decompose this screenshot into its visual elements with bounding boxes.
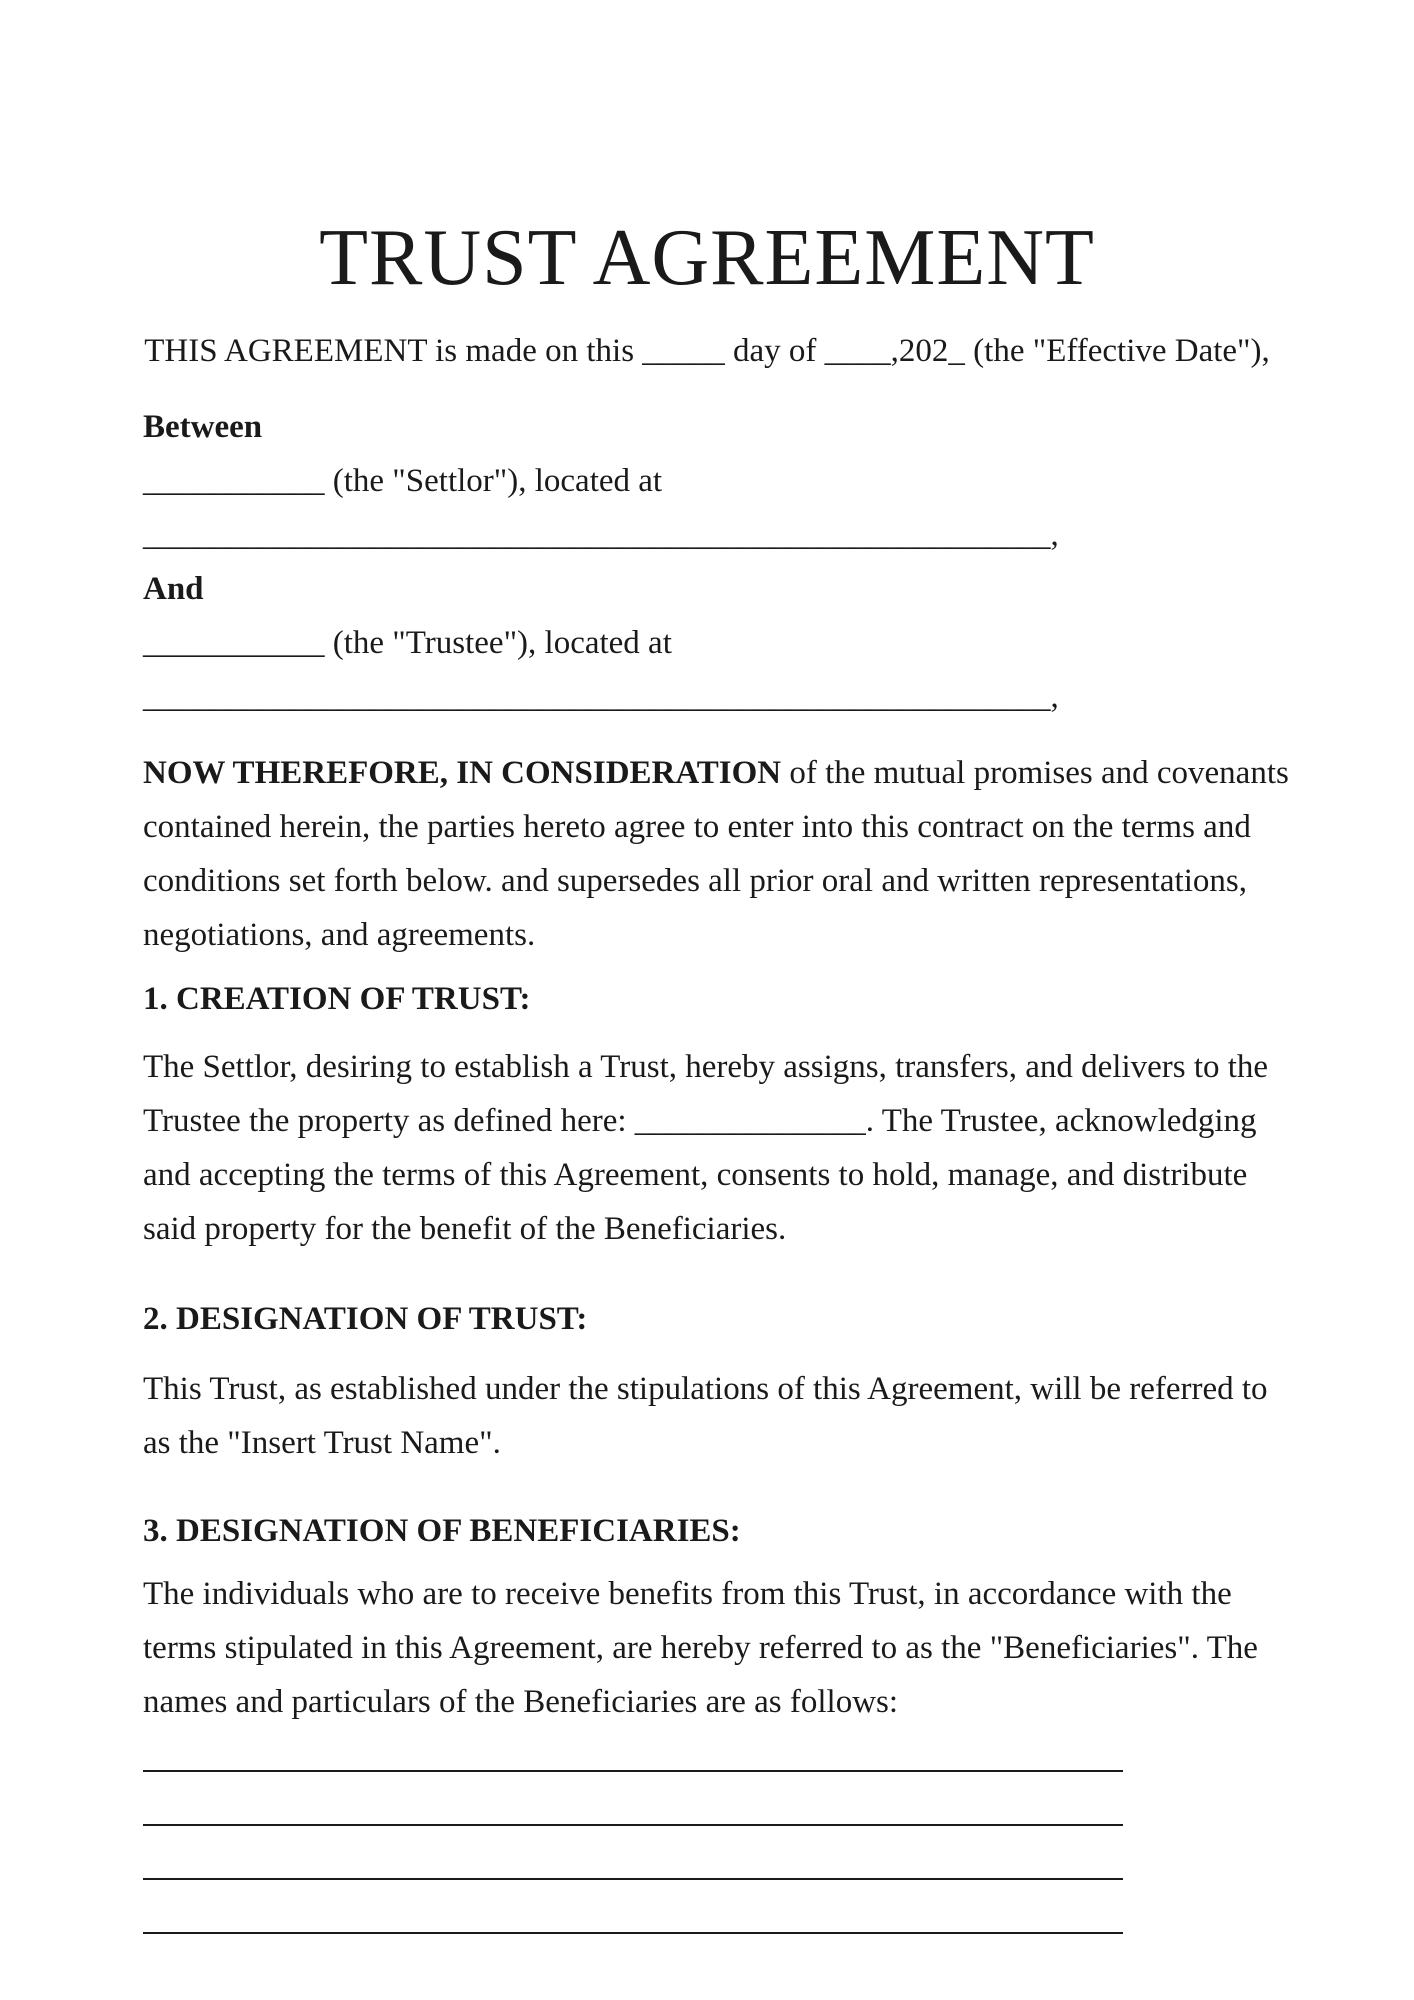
document-title: TRUST AGREEMENT [319,214,1095,302]
beneficiary-blank-line [143,1878,1123,1880]
section-2 [143,1292,1303,1346]
section-heading: 3. DESIGNATION OF BENEFICIARIES: [143,1513,741,1549]
section-2-body [143,1362,1303,1470]
section-3 [143,1504,1303,1558]
section-3-body [143,1567,1303,1729]
settlor-line: ___________ (the "Settlor"), located at [143,463,663,499]
beneficiary-blank-line [143,1770,1123,1772]
between-label: Between [143,409,263,445]
section-text: This Trust, as established under the stipulations of this Agreement, will be referred to as the "Insert Trust Name". [143,1371,1268,1461]
section-1 [143,972,1303,1026]
section-text: The Settlor, desiring to establish a Trust, hereby assigns, transfers, and delivers to the Trustee the property as defined here: ______________. The Trustee, acknowledging and accepting the terms of this Agreement, consents to hold, manage, and distribute said property for the benefit of the Beneficiaries. [143,1049,1269,1247]
consideration-text: of the mutual promises and covenants contained herein, the parties hereto agree to enter into this contract on the terms and conditions set forth below. and supersedes all prior oral and written representations, negotiations, and agreements. [143,755,1289,953]
section-heading: 1. CREATION OF TRUST: [143,981,531,1017]
settlor-address-line: _______________________________________________________, [143,517,1059,553]
intro-line: THIS AGREEMENT is made on this _____ day of ____,202_ (the "Effective Date"), [144,333,1270,369]
and-label: And [143,571,204,607]
section-1-body [143,1040,1303,1256]
trustee-address-line: _______________________________________________________, [143,679,1059,715]
consideration-block [143,746,1303,962]
beneficiary-blank-line [143,1824,1123,1826]
section-text: The individuals who are to receive benefits from this Trust, in accordance with the terms stipulated in this Agreement, are hereby referred to as the "Beneficiaries". The names and particulars of the Beneficiaries are as follows: [143,1576,1258,1720]
consideration-paragraph [143,746,1303,962]
consideration-lead: NOW THEREFORE, IN CONSIDERATION [143,755,782,791]
section-heading: 2. DESIGNATION OF TRUST: [143,1301,588,1337]
beneficiary-blank-line [143,1932,1123,1934]
parties-block [143,400,1303,724]
trustee-line: ___________ (the "Trustee"), located at [143,625,672,661]
